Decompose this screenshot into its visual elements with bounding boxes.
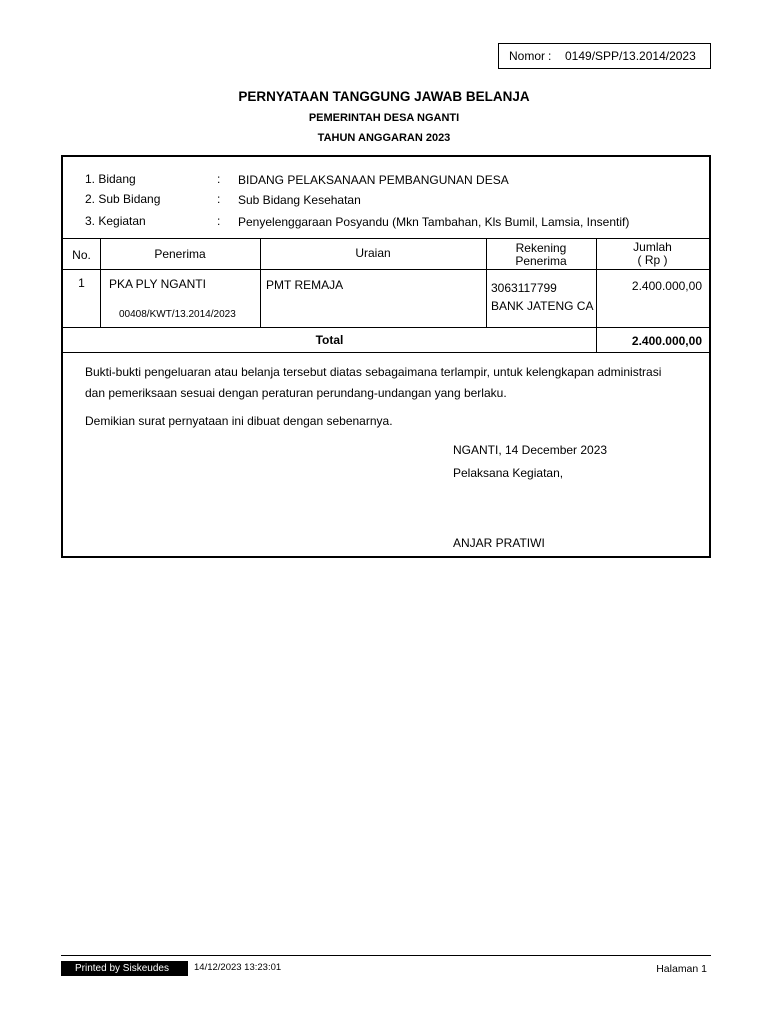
footer-divider [61, 955, 711, 956]
document-title: PERNYATAAN TANGGUNG JAWAB BELANJA [238, 89, 530, 104]
info-value-kegiatan: Penyelenggaraan Posyandu (Mkn Tambahan, Kls Bumil, Lamsia, Insentif) [238, 215, 630, 229]
signature-role: Pelaksana Kegiatan, [453, 466, 564, 480]
nomor-label: Nomor [509, 49, 546, 63]
fiscal-year: TAHUN ANGGARAN 2023 [317, 132, 451, 144]
row-kwitansi: 00408/KWT/13.2014/2023 [119, 309, 236, 320]
table-header-border [63, 269, 709, 270]
statement-line-1: Bukti-bukti pengeluaran atau belanja tersebut diatas sebagaimana terlampir, untuk kelengkapan administrasi [85, 365, 662, 379]
header-penerima: Penerima [154, 247, 206, 261]
nomor-value: 0149/SPP/13.2014/2023 [565, 49, 696, 63]
table-top-border [63, 238, 709, 239]
total-label: Total [315, 333, 344, 347]
signature-name: ANJAR PRATIWI [453, 536, 545, 550]
info-colon-kegiatan: : [217, 214, 221, 228]
header-no: No. [72, 248, 91, 262]
header-jumlah-2: ( Rp ) [637, 253, 668, 267]
statement-line-3: Demikian surat pernyataan ini dibuat dengan sebenarnya. [85, 414, 393, 428]
page-number: Halaman 1 [656, 963, 707, 975]
row-uraian: PMT REMAJA [266, 278, 344, 292]
nomor-box [498, 43, 711, 69]
print-timestamp: 14/12/2023 13:23:01 [194, 962, 282, 973]
info-value-sub-bidang: Sub Bidang Kesehatan [238, 193, 361, 207]
info-value-bidang: BIDANG PELAKSANAAN PEMBANGUNAN DESA [238, 173, 509, 187]
nomor-colon: : [548, 49, 552, 63]
document-subtitle: PEMERINTAH DESA NGANTI [308, 112, 460, 124]
table-total-border [63, 352, 709, 353]
row-no: 1 [78, 276, 85, 290]
table-body-border [63, 327, 709, 328]
signature-place-date: NGANTI, 14 December 2023 [453, 443, 608, 457]
row-rekening: 3063117799 [491, 281, 557, 295]
header-uraian: Uraian [355, 246, 391, 260]
info-colon-sub-bidang: : [217, 192, 221, 206]
total-value: 2.400.000,00 [631, 334, 702, 348]
printed-by-badge: Printed by Siskeudes [61, 961, 188, 976]
header-jumlah-1: Jumlah [633, 240, 672, 254]
header-rekening-2: Penerima [515, 254, 567, 268]
statement-line-2: dan pemeriksaan sesuai dengan peraturan perundang-undangan yang berlaku. [85, 386, 507, 400]
header-rekening-1: Rekening [515, 241, 567, 255]
row-penerima: PKA PLY NGANTI [109, 277, 206, 291]
row-bank: BANK JATENG CA [491, 299, 594, 313]
document-frame [61, 155, 711, 558]
info-label-sub-bidang: 2. Sub Bidang [85, 192, 161, 206]
info-label-bidang: 1. Bidang [85, 172, 136, 186]
info-label-kegiatan: 3. Kegiatan [85, 214, 146, 228]
info-colon-bidang: : [217, 172, 221, 186]
row-jumlah: 2.400.000,00 [631, 279, 702, 293]
